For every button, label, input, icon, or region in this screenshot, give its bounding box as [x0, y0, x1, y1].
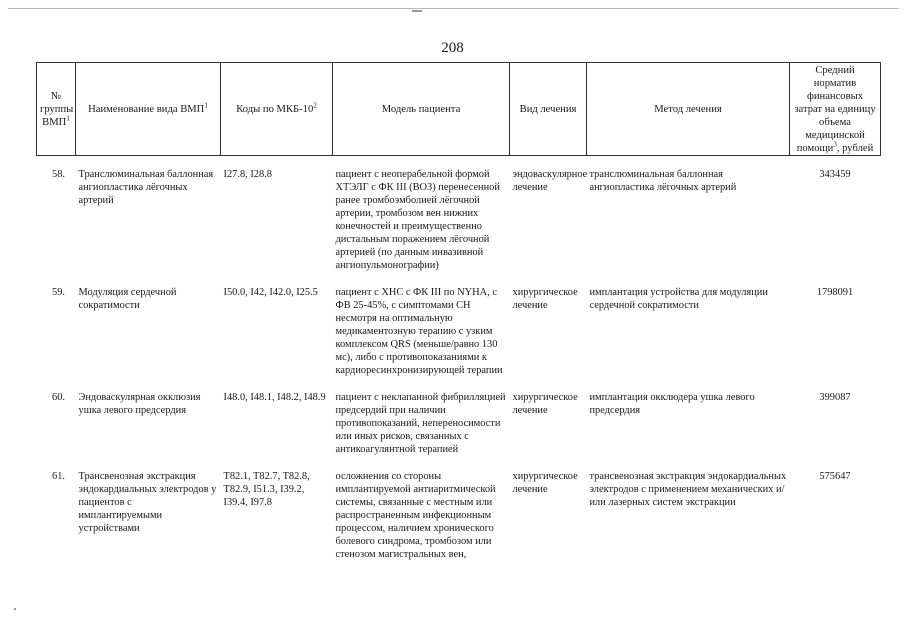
patient-model: осложнения со стороны имплантируемой антиаритмической системы, связанные с местным или распространенным инфекционным процессом, наличием хронического болевого синдрома, тромбозом или стенозом магистральных вен, [335, 471, 496, 560]
row-number: 59. [52, 287, 65, 298]
row-number: 60. [52, 392, 65, 403]
table-row [37, 168, 881, 272]
patient-model: пациент с неклапанной фибрилляцией предсердий при наличии противопоказаний, непереносимости или иных рисков, связанных с антикоагулянтной терапией [335, 392, 506, 455]
header-icd-codes: Коды по МКБ-$10^2$ [221, 63, 333, 156]
header-group-no: № группы ВМП$^1$ [37, 63, 76, 156]
header-cost-norm: Средний норматив финансовых затрат на единицу объема медицинской помощи$^3$, рублей [790, 63, 881, 156]
vmp-table [36, 62, 881, 561]
header-treatment-type: Вид лечения [510, 63, 587, 156]
treatment-method: трансвенозная экстракция эндокардиальных электродов с применением механических и/или лазерных систем экстракции [589, 471, 787, 508]
vmp-name: Трансвенозная экстракция эндокардиальных электродов у пациентов с имплантируемыми устройствами [78, 471, 217, 534]
header-treatment-method: Метод лечения [587, 63, 790, 156]
treatment-type: хирургическое лечение [512, 392, 578, 416]
cost-norm: 399087 [819, 392, 851, 403]
icd-codes: T82.1, T82.7, T82.8, T82.9, I51.3, I39.2, I39.4, I97.8 [223, 471, 310, 508]
table-row [37, 286, 881, 377]
treatment-type: хирургическое лечение [512, 471, 578, 495]
patient-model: пациент с ХНС с ФК III по NYHA, с ФВ 25-45%, с симптомами СН несмотря на оптимальную медикаментозную терапию с узким комплексом QRS (меньше/равно 130 мс), либо с противопоказаниями к кардиоресинхронизирующей терапии [335, 287, 503, 376]
scan-speck [412, 10, 422, 12]
scan-speck [14, 608, 16, 610]
patient-model: пациент с неоперабельной формой ХТЭЛГ с ФК III (ВОЗ) перенесенной ранее тромбоэмболией лёгочной артерии, тромбозом вен нижних конечностей и преимущественно дистальным поражением лёгочной артерией (по данным инвазивной ангиопульмонографии) [335, 169, 500, 271]
scan-top-edge [8, 8, 899, 9]
vmp-name: Модуляция сердечной сократимости [78, 287, 177, 311]
header-vmp-name: Наименование вида ВМП$^1$ [76, 63, 221, 156]
cost-norm: 343459 [819, 169, 851, 180]
table-header [37, 63, 881, 156]
row-number: 58. [52, 169, 65, 180]
treatment-method: имплантация окклюдера ушка левого предсердия [589, 392, 755, 416]
treatment-method: транслюминальная баллонная ангиопластика лёгочных артерий [589, 169, 737, 193]
treatment-method: имплантация устройства для модуляции сердечной сократимости [589, 287, 768, 311]
icd-codes: I50.0, I42, I42.0, I25.5 [223, 287, 318, 298]
treatment-type: эндоваскулярное лечение [512, 169, 588, 193]
table-row [37, 391, 881, 456]
vmp-name: Эндоваскулярная окклюзия ушка левого предсердия [78, 392, 201, 416]
icd-codes: I48.0, I48.1, I48.2, I48.9 [223, 392, 326, 403]
cost-norm: 575647 [819, 471, 851, 482]
icd-codes: I27.8, I28.8 [223, 169, 272, 180]
vmp-name: Транслюминальная баллонная ангиопластика лёгочных артерий [78, 169, 214, 206]
page-number: 208 [441, 40, 464, 56]
treatment-type: хирургическое лечение [512, 287, 578, 311]
table-row [37, 470, 881, 561]
cost-norm: 1798091 [816, 287, 854, 298]
row-number: 61. [52, 471, 65, 482]
header-patient-model: Модель пациента [333, 63, 510, 156]
